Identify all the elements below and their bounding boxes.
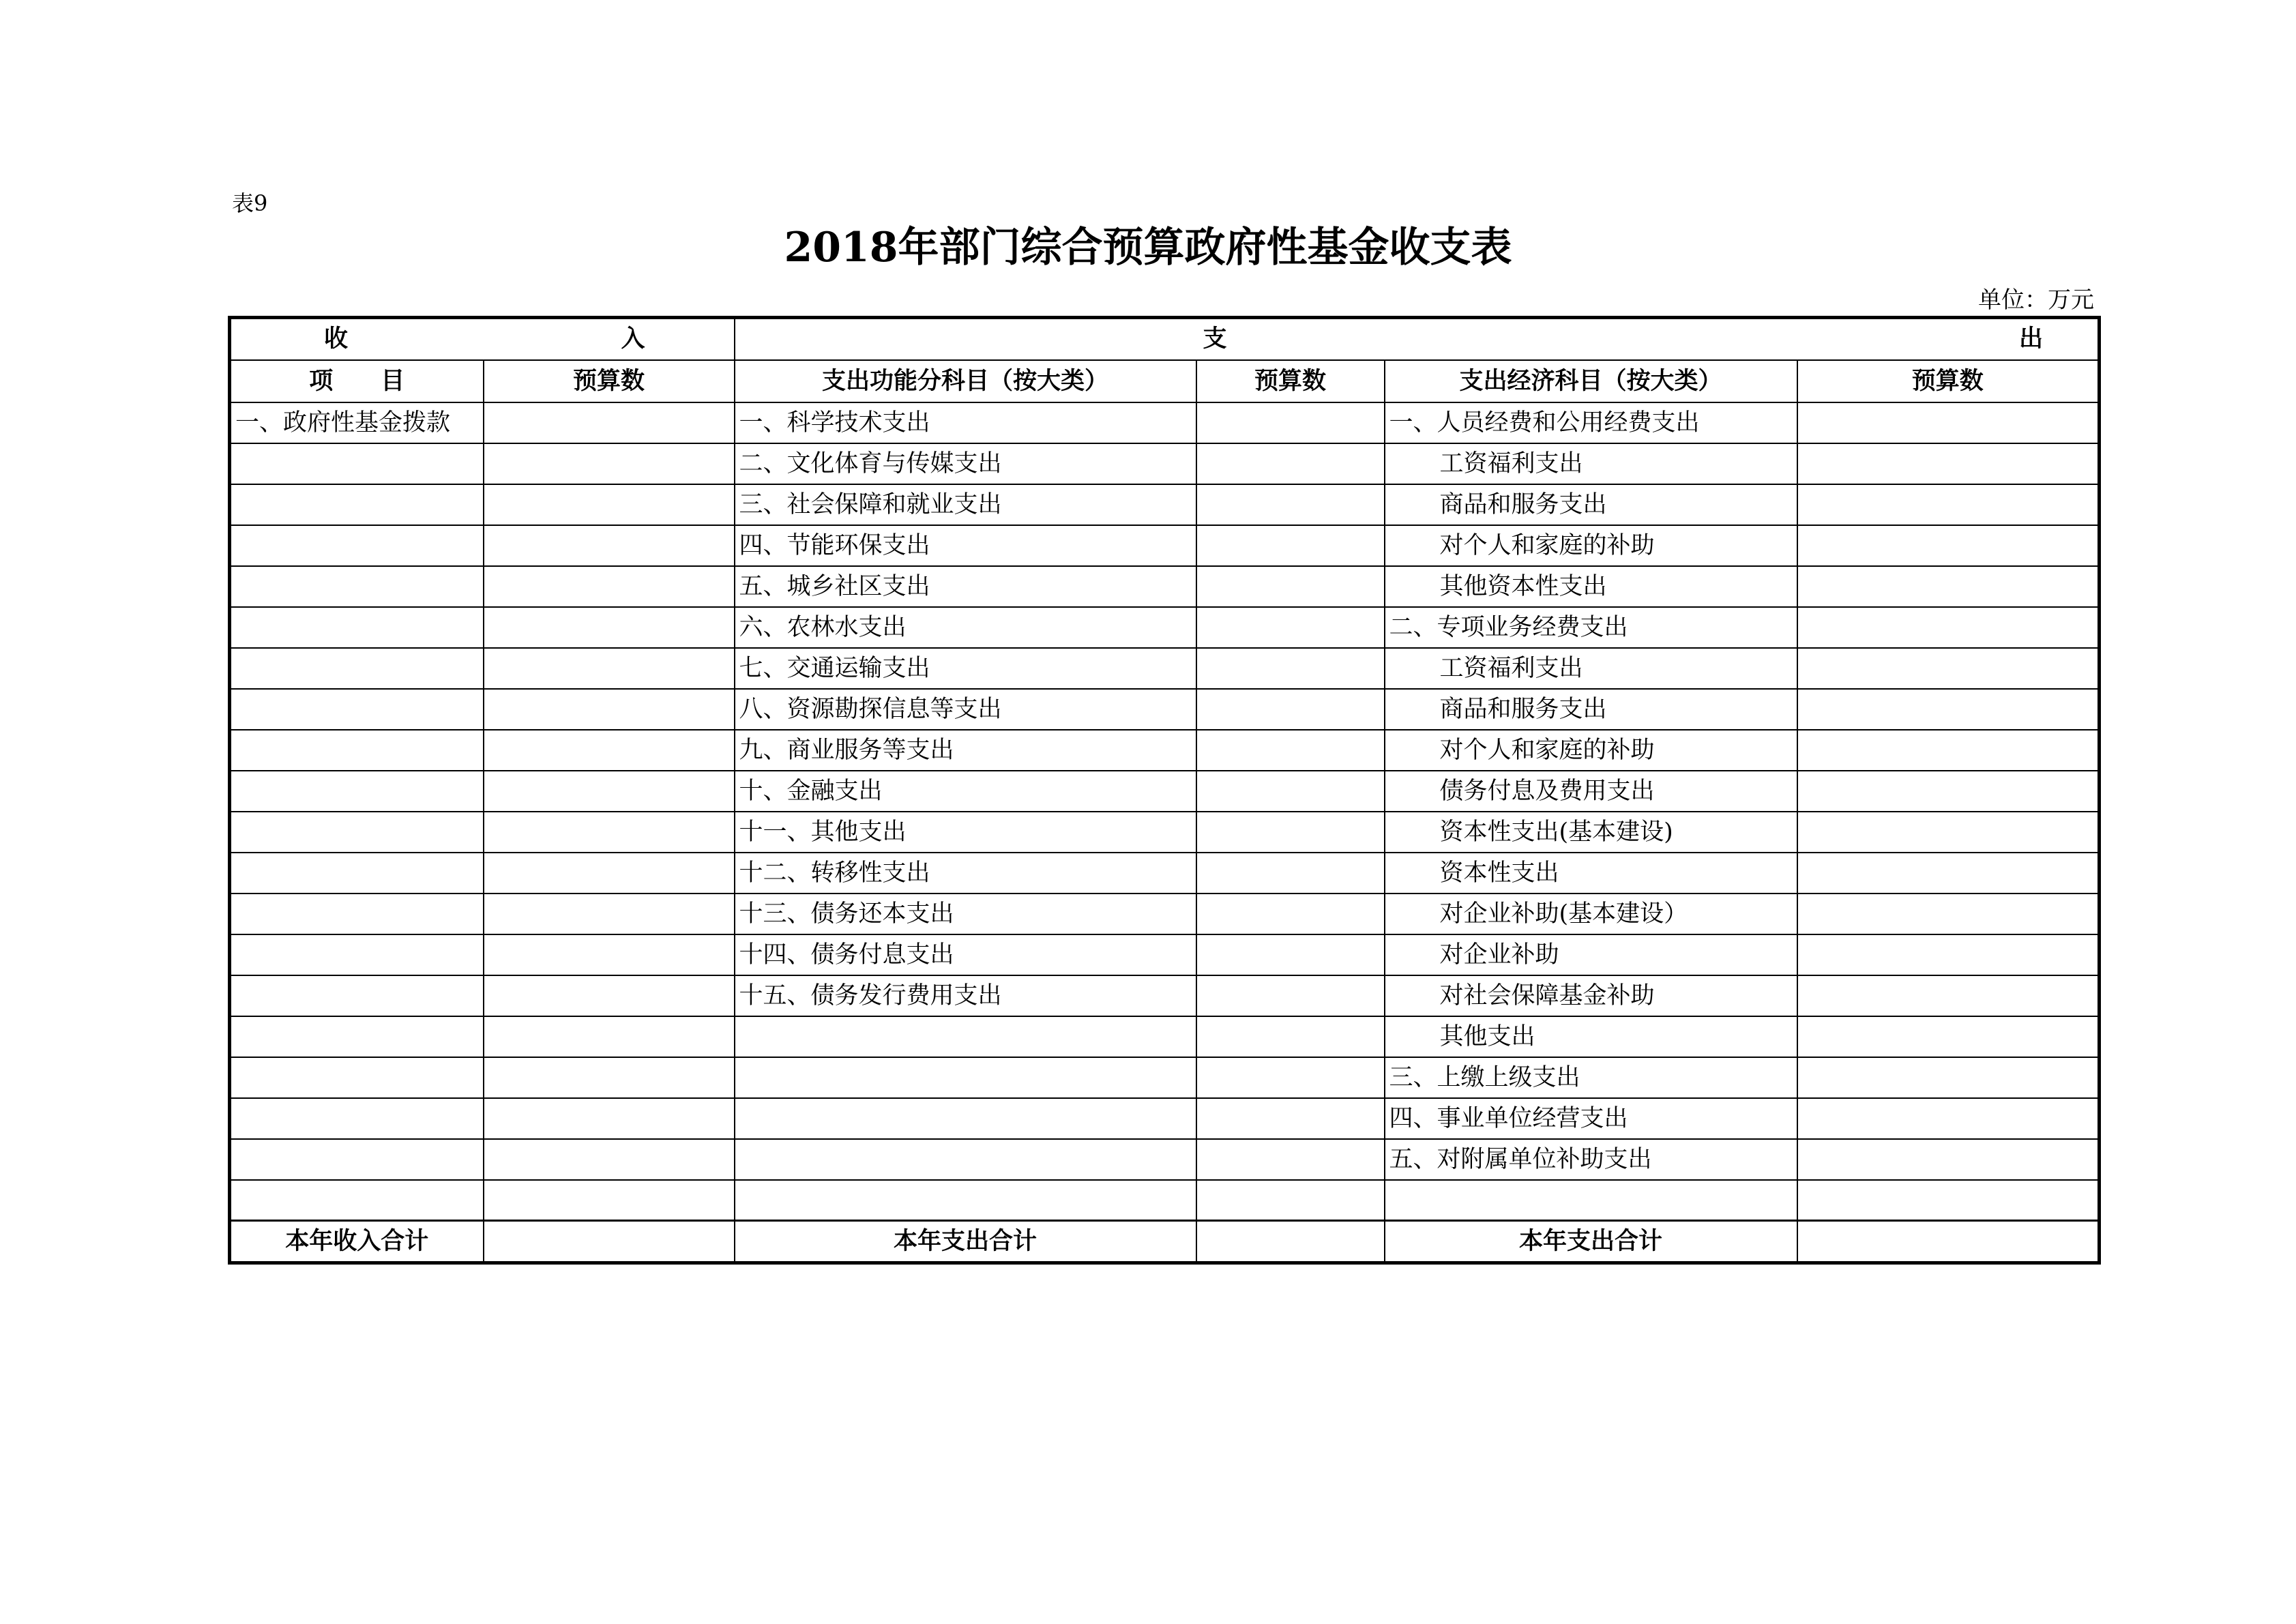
econ-budget-cell (1797, 525, 2100, 566)
func-subject-cell: 六、农林水支出 (735, 607, 1196, 648)
func-subject-cell: 三、社会保障和就业支出 (735, 484, 1196, 525)
econ-subject-cell: 对社会保障基金补助 (1385, 975, 1797, 1016)
econ-subject-cell: 其他支出 (1385, 1016, 1797, 1057)
income-budget-cell (484, 894, 735, 934)
header-econ-budget: 预算数 (1797, 360, 2100, 402)
func-subject-cell: 七、交通运输支出 (735, 648, 1196, 689)
econ-subject-cell: 对企业补助(基本建设） (1385, 894, 1797, 934)
econ-subject-cell: 四、事业单位经营支出 (1385, 1098, 1797, 1139)
income-budget-cell (484, 812, 735, 853)
income-item-cell (230, 1180, 484, 1221)
func-budget-cell (1196, 402, 1385, 443)
income-item-cell (230, 648, 484, 689)
econ-budget-cell (1797, 443, 2100, 484)
income-budget-cell (484, 1057, 735, 1098)
income-item-cell: 一、政府性基金拨款 (230, 402, 484, 443)
econ-subject-cell: 债务付息及费用支出 (1385, 771, 1797, 812)
econ-subject-cell: 商品和服务支出 (1385, 484, 1797, 525)
table-row (230, 484, 2100, 525)
income-item-cell (230, 934, 484, 975)
func-budget-cell (1196, 648, 1385, 689)
econ-budget-cell (1797, 648, 2100, 689)
income-budget-cell (484, 975, 735, 1016)
table-row (230, 934, 2100, 975)
expense-section-char-2: 出 (2019, 325, 2044, 353)
func-subject-cell: 十五、债务发行费用支出 (735, 975, 1196, 1016)
income-budget-cell (484, 1139, 735, 1180)
income-budget-cell (484, 1098, 735, 1139)
func-budget-cell (1196, 894, 1385, 934)
income-section-char-2: 入 (621, 325, 645, 353)
econ-subject-cell: 五、对附属单位补助支出 (1385, 1139, 1797, 1180)
income-item-cell (230, 566, 484, 607)
income-total-label: 本年收入合计 (230, 1221, 484, 1263)
income-item-cell (230, 607, 484, 648)
section-header-row (230, 318, 2100, 360)
func-subject-cell (735, 1057, 1196, 1098)
income-budget-cell (484, 607, 735, 648)
table-row (230, 648, 2100, 689)
income-item-cell (230, 812, 484, 853)
income-item-cell (230, 975, 484, 1016)
income-budget-cell (484, 1180, 735, 1221)
table-row (230, 1098, 2100, 1139)
table-row (230, 975, 2100, 1016)
table-row (230, 525, 2100, 566)
econ-subject-cell: 工资福利支出 (1385, 648, 1797, 689)
income-item-cell (230, 771, 484, 812)
econ-budget-cell (1797, 934, 2100, 975)
func-total-value (1196, 1221, 1385, 1263)
func-subject-cell (735, 1180, 1196, 1221)
income-item-cell (230, 894, 484, 934)
func-subject-cell (735, 1098, 1196, 1139)
econ-budget-cell (1797, 689, 2100, 730)
econ-budget-cell (1797, 1180, 2100, 1221)
table-row (230, 894, 2100, 934)
func-subject-cell: 五、城乡社区支出 (735, 566, 1196, 607)
income-budget-cell (484, 566, 735, 607)
econ-budget-cell (1797, 484, 2100, 525)
table-row (230, 1180, 2100, 1221)
econ-budget-cell (1797, 607, 2100, 648)
econ-total-label: 本年支出合计 (1385, 1221, 1797, 1263)
budget-table (228, 316, 2101, 1265)
econ-budget-cell (1797, 1057, 2100, 1098)
income-item-cell (230, 1139, 484, 1180)
func-budget-cell (1196, 812, 1385, 853)
income-item-cell (230, 443, 484, 484)
table-row (230, 1139, 2100, 1180)
table-row (230, 812, 2100, 853)
func-subject-cell: 八、资源勘探信息等支出 (735, 689, 1196, 730)
func-subject-cell: 十三、债务还本支出 (735, 894, 1196, 934)
func-budget-cell (1196, 730, 1385, 771)
econ-budget-cell (1797, 1098, 2100, 1139)
econ-subject-cell: 对企业补助 (1385, 934, 1797, 975)
econ-budget-cell (1797, 894, 2100, 934)
income-item-cell (230, 1057, 484, 1098)
header-income-budget: 预算数 (484, 360, 735, 402)
header-econ-subject: 支出经济科目（按大类） (1385, 360, 1797, 402)
econ-total-value (1797, 1221, 2100, 1263)
func-budget-cell (1196, 1016, 1385, 1057)
table-number: 表9 (232, 190, 268, 216)
income-budget-cell (484, 934, 735, 975)
income-item-cell (230, 1016, 484, 1057)
econ-budget-cell (1797, 1139, 2100, 1180)
econ-subject-cell: 资本性支出 (1385, 853, 1797, 894)
table-row (230, 607, 2100, 648)
func-subject-cell (735, 1139, 1196, 1180)
expense-section-header (735, 318, 2100, 360)
table-row (230, 402, 2100, 443)
income-budget-cell (484, 648, 735, 689)
econ-subject-cell (1385, 1180, 1797, 1221)
func-budget-cell (1196, 1180, 1385, 1221)
table-row (230, 566, 2100, 607)
func-budget-cell (1196, 443, 1385, 484)
header-item (230, 360, 484, 402)
income-section-char-1: 收 (324, 325, 349, 353)
header-item-char-2: 目 (381, 367, 405, 395)
income-item-cell (230, 525, 484, 566)
func-subject-cell: 九、商业服务等支出 (735, 730, 1196, 771)
func-budget-cell (1196, 934, 1385, 975)
func-subject-cell: 十、金融支出 (735, 771, 1196, 812)
income-budget-cell (484, 402, 735, 443)
func-subject-cell (735, 1016, 1196, 1057)
income-item-cell (230, 1098, 484, 1139)
func-budget-cell (1196, 689, 1385, 730)
income-total-value (484, 1221, 735, 1263)
func-subject-cell: 十四、债务付息支出 (735, 934, 1196, 975)
econ-budget-cell (1797, 566, 2100, 607)
econ-subject-cell: 对个人和家庭的补助 (1385, 730, 1797, 771)
unit-label: 单位：万元 (1978, 286, 2094, 314)
econ-subject-cell: 资本性支出(基本建设) (1385, 812, 1797, 853)
expense-section-char-1: 支 (1203, 325, 1227, 353)
econ-subject-cell: 对个人和家庭的补助 (1385, 525, 1797, 566)
func-total-label: 本年支出合计 (735, 1221, 1196, 1263)
income-item-cell (230, 689, 484, 730)
func-budget-cell (1196, 853, 1385, 894)
income-budget-cell (484, 771, 735, 812)
econ-budget-cell (1797, 730, 2100, 771)
column-header-row (230, 360, 2100, 402)
income-budget-cell (484, 525, 735, 566)
econ-budget-cell (1797, 853, 2100, 894)
func-budget-cell (1196, 1139, 1385, 1180)
income-budget-cell (484, 443, 735, 484)
econ-budget-cell (1797, 975, 2100, 1016)
table-row (230, 730, 2100, 771)
func-subject-cell: 四、节能环保支出 (735, 525, 1196, 566)
econ-budget-cell (1797, 812, 2100, 853)
func-budget-cell (1196, 484, 1385, 525)
func-budget-cell (1196, 1098, 1385, 1139)
func-subject-cell: 一、科学技术支出 (735, 402, 1196, 443)
func-budget-cell (1196, 1057, 1385, 1098)
income-budget-cell (484, 853, 735, 894)
econ-budget-cell (1797, 771, 2100, 812)
income-item-cell (230, 730, 484, 771)
income-item-cell (230, 853, 484, 894)
table-row (230, 443, 2100, 484)
header-func-subject: 支出功能分科目（按大类） (735, 360, 1196, 402)
header-item-char-1: 项 (309, 367, 334, 395)
income-budget-cell (484, 484, 735, 525)
func-subject-cell: 十二、转移性支出 (735, 853, 1196, 894)
econ-subject-cell: 一、人员经费和公用经费支出 (1385, 402, 1797, 443)
econ-subject-cell: 二、专项业务经费支出 (1385, 607, 1797, 648)
func-budget-cell (1196, 607, 1385, 648)
header-func-budget: 预算数 (1196, 360, 1385, 402)
econ-budget-cell (1797, 402, 2100, 443)
econ-subject-cell: 三、上缴上级支出 (1385, 1057, 1797, 1098)
total-row (230, 1221, 2100, 1263)
table-row (230, 853, 2100, 894)
page-title: 2018年部门综合预算政府性基金收支表 (784, 224, 1512, 271)
income-budget-cell (484, 689, 735, 730)
func-budget-cell (1196, 566, 1385, 607)
func-subject-cell: 十一、其他支出 (735, 812, 1196, 853)
econ-subject-cell: 商品和服务支出 (1385, 689, 1797, 730)
func-budget-cell (1196, 525, 1385, 566)
func-budget-cell (1196, 975, 1385, 1016)
income-budget-cell (484, 1016, 735, 1057)
table-row (230, 1016, 2100, 1057)
econ-subject-cell: 其他资本性支出 (1385, 566, 1797, 607)
func-subject-cell: 二、文化体育与传媒支出 (735, 443, 1196, 484)
income-item-cell (230, 484, 484, 525)
income-budget-cell (484, 730, 735, 771)
table-row (230, 689, 2100, 730)
econ-budget-cell (1797, 1016, 2100, 1057)
income-section-header (230, 318, 735, 360)
func-budget-cell (1196, 771, 1385, 812)
econ-subject-cell: 工资福利支出 (1385, 443, 1797, 484)
table-row (230, 771, 2100, 812)
table-row (230, 1057, 2100, 1098)
